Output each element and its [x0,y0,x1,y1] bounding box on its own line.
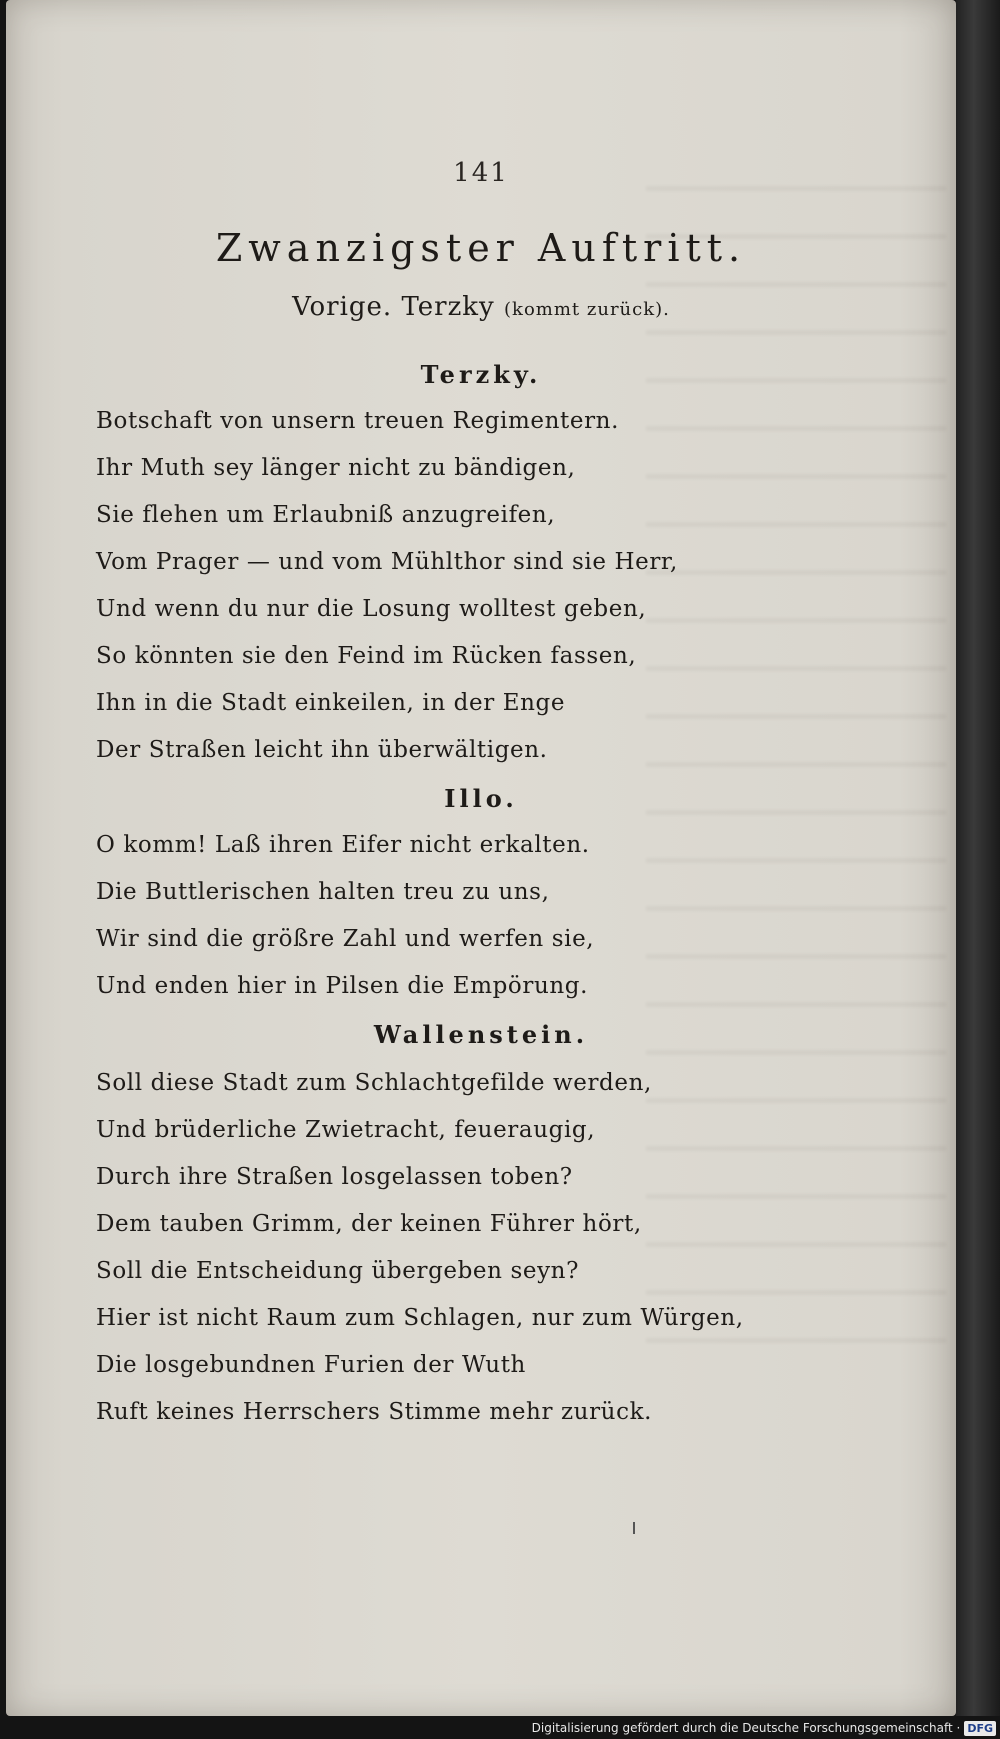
verse-line: Soll diese Stadt zum Schlachtgefilde werden, [96,1070,652,1096]
verse-line: Die Buttlerischen halten treu zu uns, [96,879,550,905]
book-page [6,0,956,1716]
verse-line: Soll die Entscheidung übergeben seyn? [96,1258,580,1284]
scene-heading: Zwanzigster Auftritt. [215,226,747,270]
book-spine [956,0,1000,1716]
verse-line: Botschaft von unsern treuen Regimentern. [96,408,620,434]
speaker-illo: Illo. [444,784,518,813]
verse-line: Ihn in die Stadt einkeilen, in der Enge [96,690,566,716]
persons-names: Vorige. Terzky [292,292,495,322]
page-number: 141 [453,158,509,188]
verse-line: So könnten sie den Feind im Rücken fassen, [96,643,637,669]
verse-line: Vom Prager — und vom Mühlthor sind sie Herr, [96,549,678,575]
footer-credit: Digitalisierung gefördert durch die Deutsche Forschungsgemeinschaft · [531,1721,961,1735]
bleed-through-texture [646,150,946,1350]
speaker-wallenstein: Wallenstein. [373,1020,589,1049]
verse-line: Sie flehen um Erlaubniß anzugreifen, [96,502,556,528]
verse-line: Ruft keines Herrschers Stimme mehr zurück. [96,1399,653,1425]
stage-direction: (kommt zurück). [504,299,670,320]
verse-line: Durch ihre Straßen losgelassen toben? [96,1164,573,1190]
page-mark [633,1522,635,1534]
digitization-footer [532,1718,996,1738]
verse-line: Und enden hier in Pilsen die Empörung. [96,973,589,999]
verse-line: Dem tauben Grimm, der keinen Führer hört, [96,1211,642,1237]
verse-line: O komm! Laß ihren Eifer nicht erkalten. [96,832,590,858]
dramatis-personae [6,292,956,322]
verse-line: Hier ist nicht Raum zum Schlagen, nur zum Würgen, [96,1305,744,1331]
verse-line: Ihr Muth sey länger nicht zu bändigen, [96,455,576,481]
verse-line: Und brüderliche Zwietracht, feueraugig, [96,1117,596,1143]
verse-line: Und wenn du nur die Losung wolltest geben, [96,596,647,622]
dfg-logo: DFG [964,1721,996,1736]
verse-line: Die losgebundnen Furien der Wuth [96,1352,526,1378]
verse-line: Der Straßen leicht ihn überwältigen. [96,737,548,763]
speaker-terzky: Terzky. [420,360,542,389]
verse-line: Wir sind die größre Zahl und werfen sie, [96,926,595,952]
